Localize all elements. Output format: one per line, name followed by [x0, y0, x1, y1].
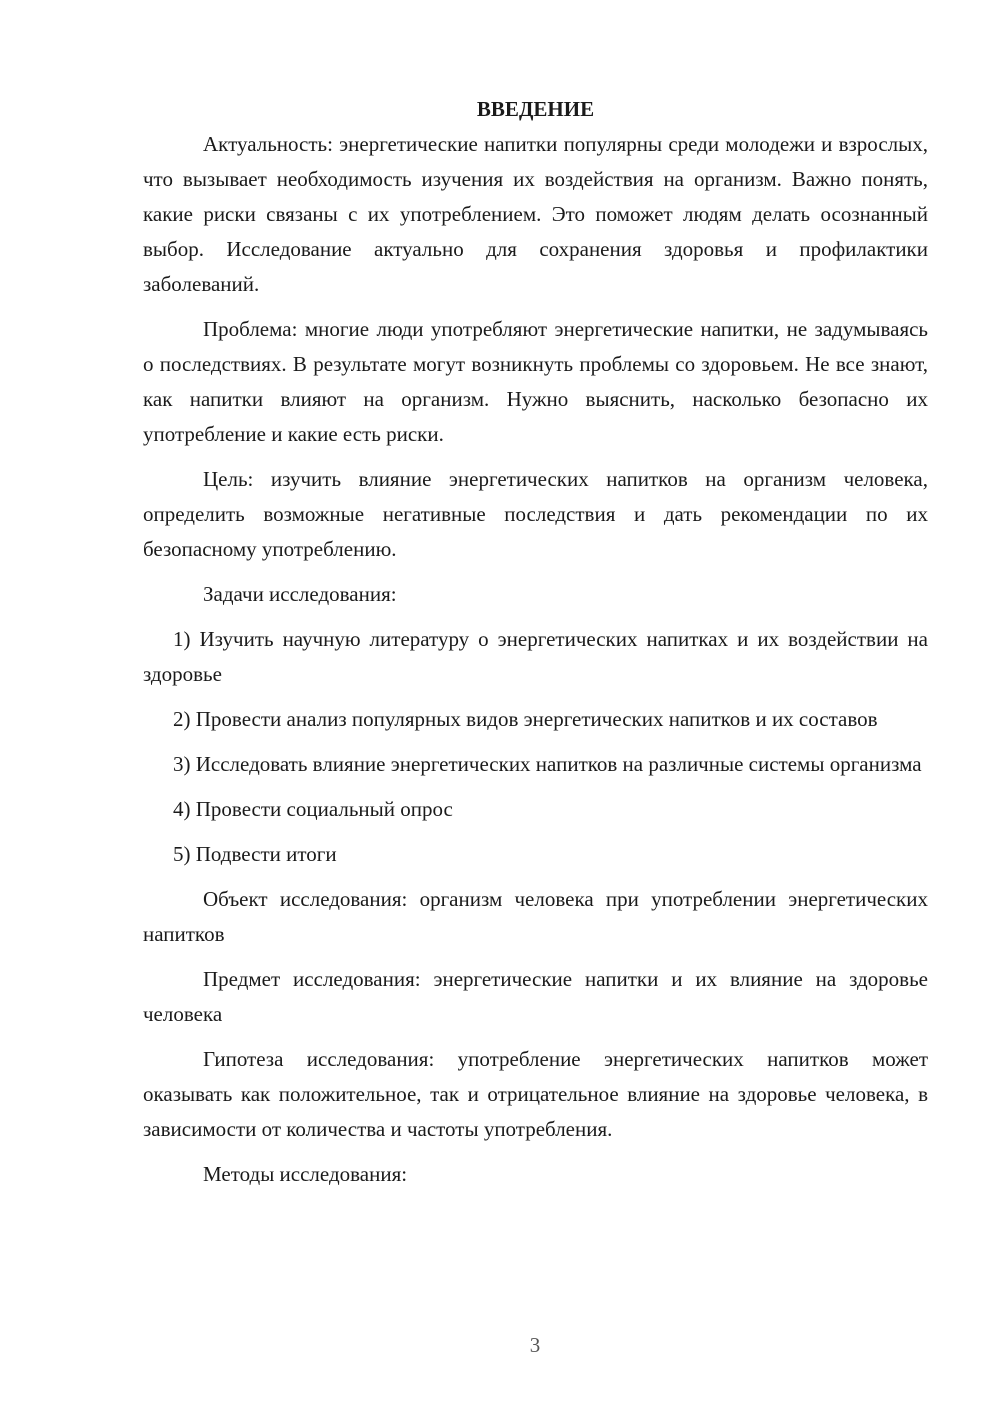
methods-heading: Методы исследования: — [203, 1162, 408, 1186]
page-number: 3 — [529, 1333, 541, 1357]
problem-paragraph: Проблема: многие люди употребляют энергетические напитки, не задумываясь о последствиях. В результате могут возникнуть проблемы со здоровьем. Не все знают, как напитки влияют на организм. Нужно выяснить, насколько безопасно их употребление и какие есть риски. — [143, 317, 928, 446]
subject-paragraph: Предмет исследования: энергетические напитки и их влияние на здоровье человека — [143, 967, 928, 1026]
document-page — [143, 92, 928, 1202]
task-item: 5) Подвести итоги — [173, 842, 337, 866]
goal-paragraph: Цель: изучить влияние энергетических напитков на организм человека, определить возможные негативные последствия и дать рекомендации по их безопасному употреблению. — [143, 467, 928, 561]
task-item: 2) Провести анализ популярных видов энергетических напитков и их составов — [173, 707, 878, 731]
task-item: 4) Провести социальный опрос — [173, 797, 453, 821]
task-item: 3) Исследовать влияние энергетических напитков на различные системы организма — [173, 752, 922, 776]
task-item: 1) Изучить научную литературу о энергетических напитках и их воздействии на здоровье — [143, 627, 928, 686]
object-paragraph: Объект исследования: организм человека при употреблении энергетических напитков — [143, 887, 928, 946]
relevance-paragraph: Актуальность: энергетические напитки популярны среди молодежи и взрослых, что вызывает необходимость изучения их воздействия на организм. Важно понять, какие риски связаны с их употреблением. Это поможет людям делать осознанный выбор. Исследование актуально для сохранения здоровья и профилактики заболеваний. — [143, 132, 928, 296]
hypothesis-paragraph: Гипотеза исследования: употребление энергетических напитков может оказывать как положительное, так и отрицательное влияние на здоровье человека, в зависимости от количества и частоты употребления. — [143, 1047, 928, 1141]
document-title: ВВЕДЕНИЕ — [476, 97, 595, 121]
tasks-heading: Задачи исследования: — [203, 582, 397, 606]
